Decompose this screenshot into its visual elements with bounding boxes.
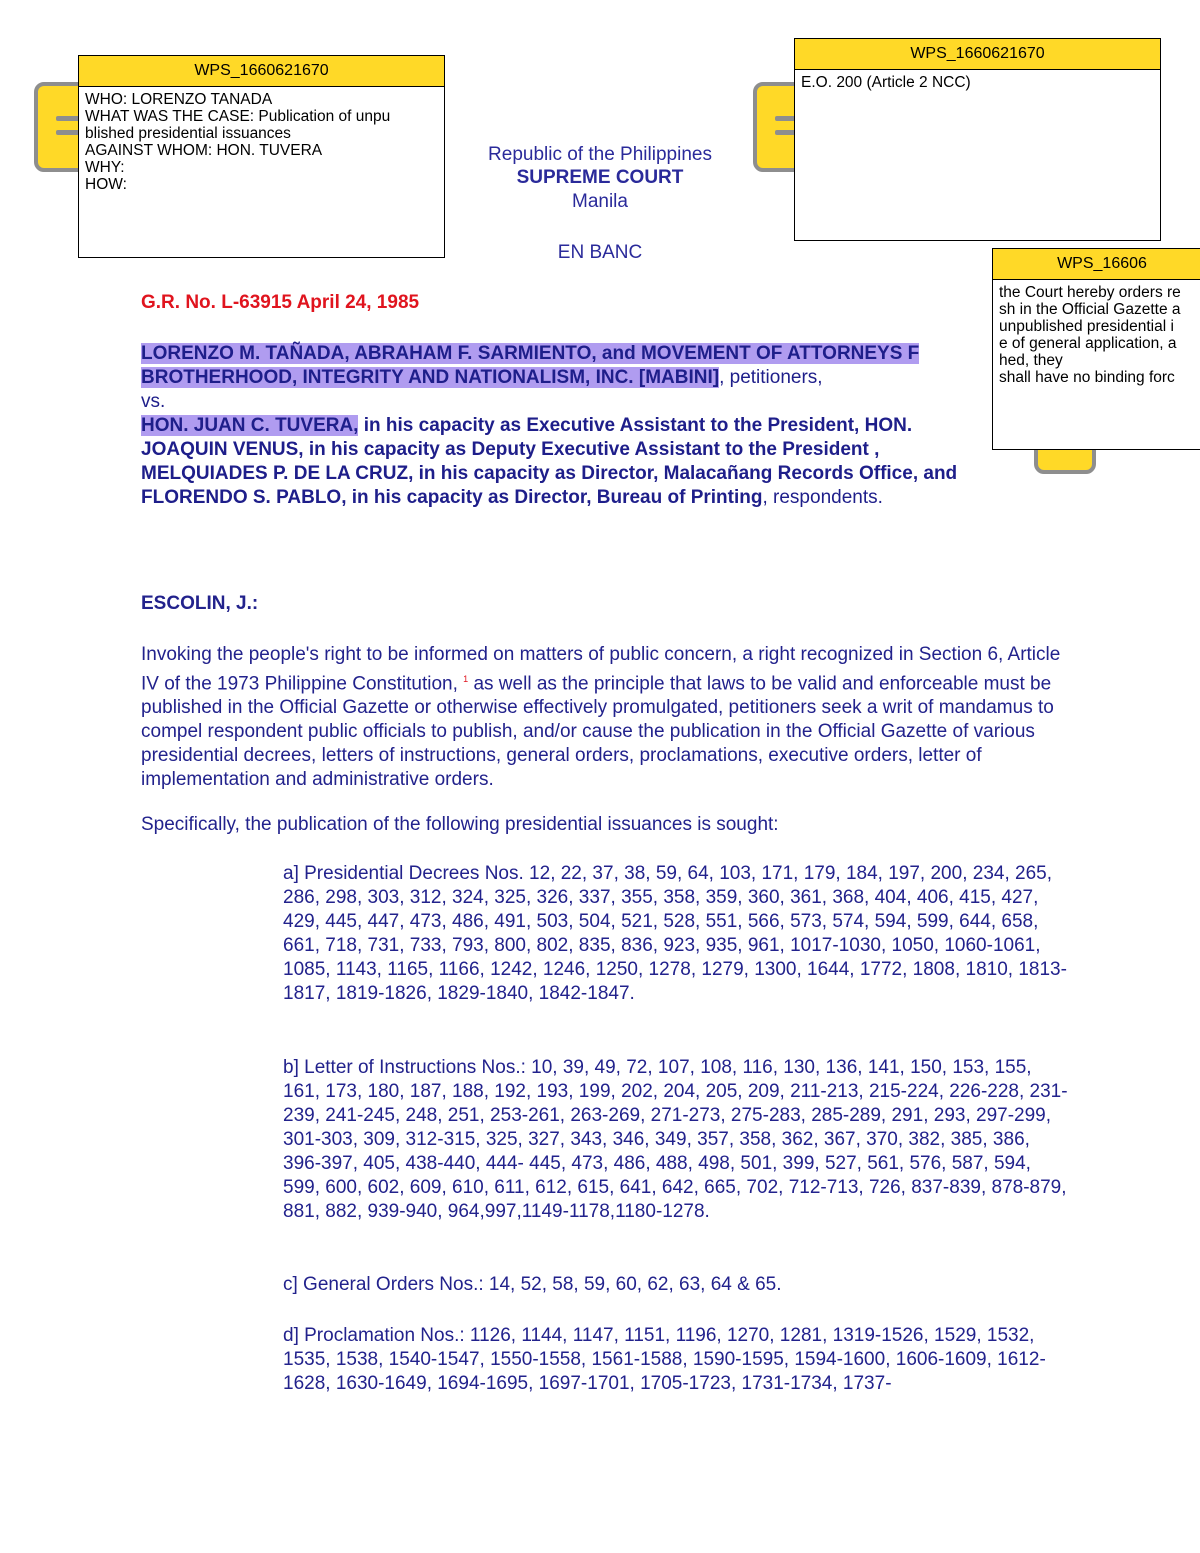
ponente: ESCOLIN, J.: — [141, 593, 259, 614]
header-court: SUPREME COURT — [516, 167, 684, 188]
case-caption — [141, 342, 1141, 510]
comment-text[interactable]: E.O. 200 (Article 2 NCC) — [801, 74, 971, 91]
highlighted-text: BROTHERHOOD, INTEGRITY AND NATIONALISM, INC. [MABINI] — [141, 367, 720, 388]
highlighted-text: LORENZO M. TAÑADA, ABRAHAM F. SARMIENTO, and MOVEMENT OF ATTORNEYS F — [141, 343, 920, 364]
footnote-link[interactable]: 1 — [463, 674, 469, 684]
respondents-line-1: HON. JUAN C. TUVERA, in his capacity as Executive Assistant to the President, HON. — [141, 415, 913, 436]
comment-text[interactable]: WHO: LORENZO TANADA WHAT WAS THE CASE: Publication of unpu blished presidential issuances AGAINST WHOM: HON. TUVERA WHY: HOW: — [85, 91, 391, 193]
respondents-label: , respondents. — [762, 487, 883, 508]
list-item-general-orders: c] General Orders Nos.: 14, 52, 58, 59, 60, 62, 63, 64 & 65. — [283, 1274, 782, 1295]
header-republic: Republic of the Philippines — [488, 144, 712, 165]
respondents-line-3: MELQUIADES P. DE LA CRUZ, in his capacity as Director, Malacañang Records Office, and — [141, 463, 958, 484]
list-item-decrees: a] Presidential Decrees Nos. 12, 22, 37, 38, 59, 64, 103, 171, 179, 184, 197, 200, 234, 265, 286, 298, 303, 312, 324, 325, 326, 337, 355, 358, 359, 360, 361, 368, 404, 406, 415, 427, 429, 445, 447, 473, 486, 491, 503, 504, 521, 528, 551, 566, 573, 574, 594, 599, 644, 658, 661, 718, 731, 733, 793, 800, 802, 835, 836, 923, 935, 961, 1017-1030, 1050, 1060-1061, 1085, 1143, 1165, 1166, 1242, 1246, 1250, 1278, 1279, 1300, 1644, 1772, 1808, 1810, 1813-1817, 1819-1826, 1829-1840, 1842-1847. — [283, 863, 1067, 1004]
petitioners-line-1 — [141, 342, 1141, 366]
list-item-proclamations: d] Proclamation Nos.: 1126, 1144, 1147, 1151, 1196, 1270, 1281, 1319-1526, 1529, 1532, 1535, 1538, 1540-1547, 1550-1558, 1561-1588, 1590-1595, 1594-1600, 1606-1609, 1612-1628, 1630-1649, 1694-1695, 1697-1701, 1705-1723, 1731-1734, 1737- — [283, 1325, 1046, 1394]
comment-author: WPS_1660621670 — [79, 56, 444, 87]
list-item-letters-of-instructions: b] Letter of Instructions Nos.: 10, 39, 49, 72, 107, 108, 116, 130, 136, 141, 150, 153, 155, 161, 173, 180, 187, 188, 192, 193, 199, 202, 204, 205, 209, 211-213, 215-224, 226-228, 231-239, 241-245, 248, 251, 253-261, 263-269, 271-273, 275-283, 285-289, 291, 293, 297-299, 301-303, 309, 312-315, 325, 327, 343, 346, 349, 357, 358, 362, 367, 370, 382, 385, 386, 396-397, 405, 438-440, 444- 445, 473, 486, 488, 498, 501, 399, 527, 561, 576, 587, 594, 599, 600, 602, 609, 610, 611, 612, 615, 641, 642, 665, 702, 712-713, 726, 837-839, 878-879, 881, 882, 939-940, 964,997,1149-1178,1180-1278. — [283, 1057, 1068, 1222]
comment-author: WPS_1660621670 — [795, 39, 1160, 70]
paragraph-1: Invoking the people's right to be informed on matters of public concern, a right recognized in Section 6, Article IV of the 1973 Philippine Constitution, $^1$ as well as the principle that laws to be valid and enforceable must be published in the Official Gazette or otherwise effectively promulgated, petitioners seek a writ of mandamus to compel respondent public officials to publish, and/or cause the publication in the Official Gazette of various presidential decrees, letters of instructions, general orders, proclamations, executive orders, letter of implementation and administrative orders. — [141, 644, 1061, 791]
versus: vs. — [141, 391, 166, 412]
comment-box[interactable] — [992, 248, 1200, 450]
respondents-line-2: JOAQUIN VENUS, in his capacity as Deputy Executive Assistant to the President , — [141, 439, 880, 460]
highlighted-text: HON. JUAN C. TUVERA, — [141, 415, 359, 436]
petitioners-label: , petitioners, — [719, 367, 823, 388]
comment-box[interactable] — [78, 55, 445, 258]
comment-box[interactable] — [794, 38, 1161, 241]
case-number: G.R. No. L-63915 April 24, 1985 — [141, 292, 420, 313]
comment-text[interactable]: the Court hereby orders re sh in the Official Gazette a unpublished presidential i e of general application, a hed, they shall have no binding forc — [999, 284, 1181, 386]
comment-author: WPS_16606 — [993, 249, 1200, 280]
header-division: EN BANC — [557, 242, 643, 263]
respondents-line-4: FLORENDO S. PABLO, in his capacity as Director, Bureau of Printing, respondents. — [141, 487, 883, 508]
petitioners-line-2 — [141, 366, 1141, 390]
header-city: Manila — [572, 191, 628, 212]
paragraph-2: Specifically, the publication of the following presidential issuances is sought: — [141, 814, 779, 835]
